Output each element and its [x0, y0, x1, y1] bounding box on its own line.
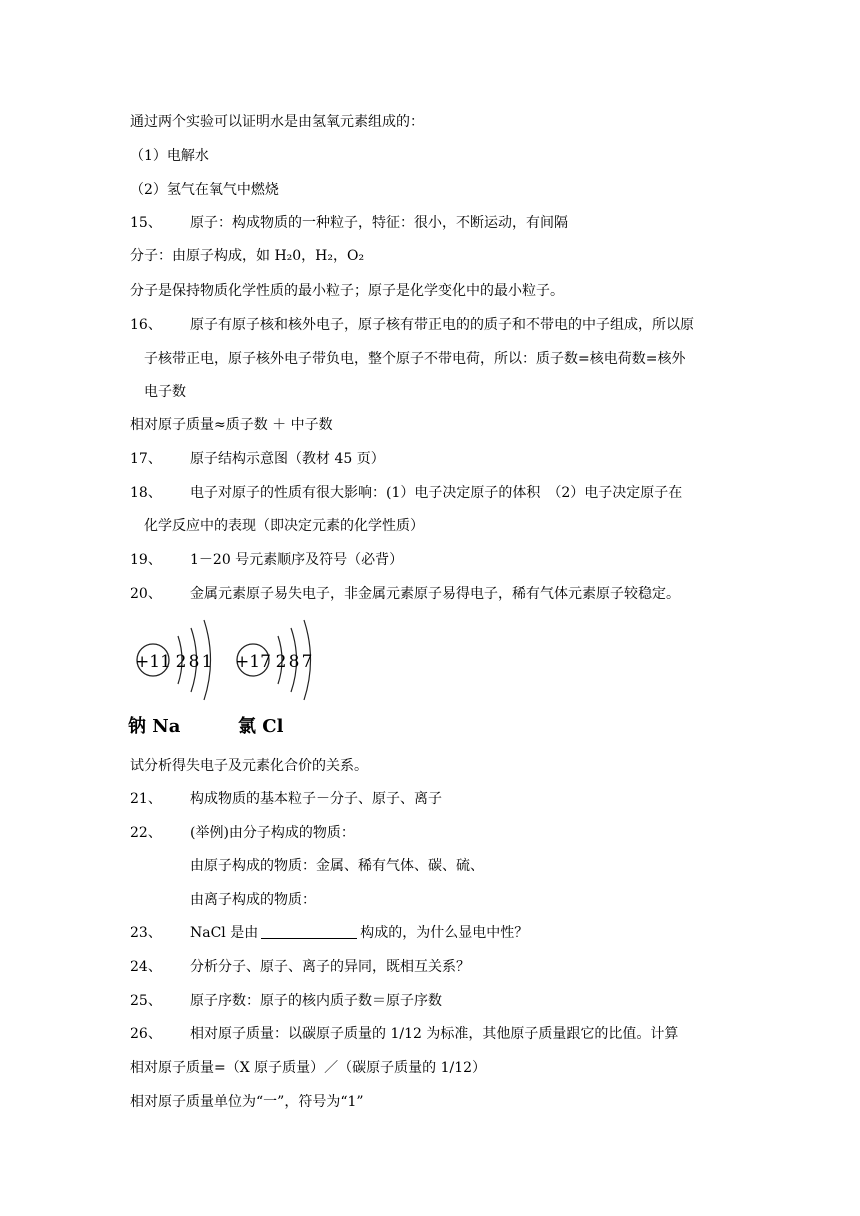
chlorine-atom [235, 620, 312, 737]
sodium-caption: 钠 Na [128, 716, 181, 737]
smallest-particle-line: 分子是保持物质化学性质的最小粒子；原子是化学变化中的最小粒子。 [130, 283, 564, 299]
chlorine-shell-1-count: 2 [275, 652, 287, 672]
analysis-prompt: 试分析得失电子及元素化合价的关系。 [130, 758, 368, 774]
chlorine-nucleus-label: +17 [235, 652, 271, 672]
item-number-20: 20、 [130, 586, 162, 602]
sodium-shell-3-count: 1 [201, 652, 213, 672]
item-18-text: 电子对原子的性质有很大影响：(1）电子决定原子的体积 （2）电子决定原子在 [190, 485, 683, 501]
item-23-suffix: 构成的，为什么显电中性？ [360, 925, 529, 941]
item-number-25: 25、 [130, 993, 162, 1009]
relative-mass-line: 相对原子质量≈质子数 ＋ 中子数 [130, 417, 333, 433]
item-number-26: 26、 [130, 1026, 162, 1042]
item-16-text: 原子有原子核和核外电子，原子核有带正电的的质子和不带电的中子组成，所以原 [190, 317, 694, 333]
intro-line: 通过两个实验可以证明水是由氢氧元素组成的： [130, 114, 424, 130]
item-21-text: 构成物质的基本粒子－分子、原子、离子 [190, 791, 442, 807]
item-number-19: 19、 [130, 552, 162, 568]
item-16-cont-2: 电子数 [144, 384, 186, 400]
sodium-nucleus-label: +11 [135, 652, 171, 672]
item-25-text: 原子序数：原子的核内质子数＝原子序数 [190, 993, 442, 1009]
item-23-text [190, 923, 528, 943]
item-number-23: 23、 [130, 925, 162, 941]
chlorine-shell-2-count: 8 [288, 652, 300, 672]
item-number-15: 15、 [130, 215, 162, 231]
item-24-text: 分析分子、原子、离子的异同，既相互关系？ [190, 959, 470, 975]
item-number-24: 24、 [130, 959, 162, 975]
item-23-prefix: NaCl 是由 [190, 925, 259, 941]
item-number-21: 21、 [130, 791, 162, 807]
item-18-cont: 化学反应中的表现（即决定元素的化学性质） [144, 518, 424, 534]
item-19-text: 1－20 号元素顺序及符号（必背） [190, 552, 404, 568]
item-number-22: 22、 [130, 825, 162, 841]
chlorine-shell-3-count: 7 [301, 652, 313, 672]
item-17-text: 原子结构示意图（教材 45 页） [190, 451, 385, 467]
item-22-text: (举例)由分子构成的物质： [190, 825, 355, 841]
item-16-cont-1: 子核带正电，原子核外电子带负电，整个原子不带电荷，所以：质子数=核电荷数=核外 [144, 351, 686, 367]
item-22-ions: 由离子构成的物质： [190, 892, 316, 908]
item-23-blank [261, 924, 357, 939]
sodium-shell-2-count: 8 [188, 652, 200, 672]
item-26-text: 相对原子质量：以碳原子质量的 1/12 为标准，其他原子质量跟它的比值。计算 [190, 1026, 679, 1042]
relative-mass-unit: 相对原子质量单位为“一”，符号为“1” [130, 1094, 364, 1110]
relative-mass-formula: 相对原子质量=（X 原子质量）／（碳原子质量的 1/12） [130, 1060, 487, 1076]
experiment-2: （2）氢气在氧气中燃烧 [130, 182, 279, 198]
item-number-17: 17、 [130, 451, 162, 467]
chlorine-caption: 氯 Cl [238, 716, 284, 737]
sodium-shell-1-count: 2 [175, 652, 187, 672]
item-20-text: 金属元素原子易失电子，非金属元素原子易得电子，稀有气体元素原子较稳定。 [190, 586, 680, 602]
atomic-structure-diagram [126, 612, 326, 742]
item-15-text: 原子：构成物质的一种粒子，特征：很小，不断运动，有间隔 [190, 215, 568, 231]
item-number-16: 16、 [130, 317, 162, 333]
item-number-18: 18、 [130, 485, 162, 501]
item-22-atoms: 由原子构成的物质：金属、稀有气体、碳、硫、 [190, 858, 484, 874]
experiment-1: （1）电解水 [130, 148, 209, 164]
molecule-line: 分子：由原子构成，如 H₂0，H₂，O₂ [130, 248, 365, 264]
sodium-atom [128, 620, 212, 737]
